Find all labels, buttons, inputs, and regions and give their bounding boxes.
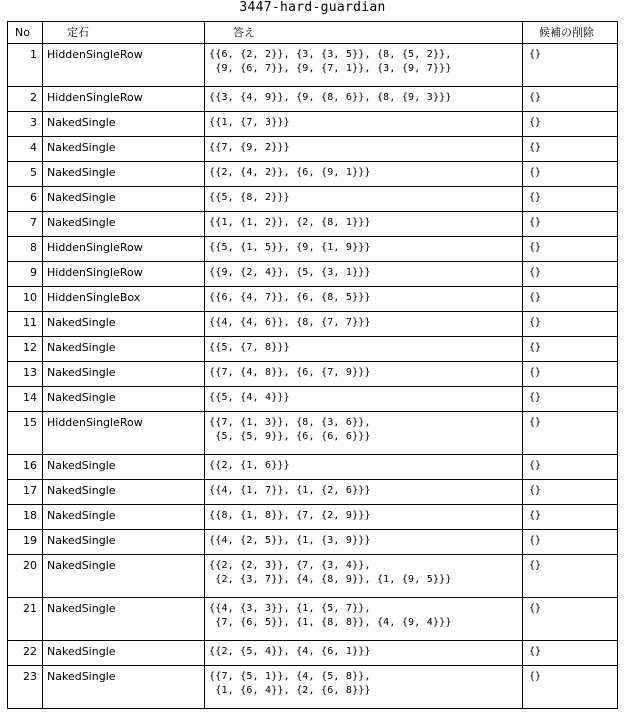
technique-name: HiddenSingleRow — [43, 262, 205, 287]
technique-name: NakedSingle — [43, 362, 205, 387]
technique-name: NakedSingle — [43, 212, 205, 237]
technique-name: NakedSingle — [43, 162, 205, 187]
answer-cell: {{2, {5, 4}}, {4, {6, 1}}} — [205, 641, 523, 666]
table-row — [8, 641, 618, 666]
candidate-removal-cell: {} — [523, 287, 618, 312]
candidate-removal-cell: {} — [523, 337, 618, 362]
candidate-removal-cell: {} — [523, 187, 618, 212]
row-number: 10 — [8, 287, 43, 312]
candidate-removal-cell: {} — [523, 666, 618, 709]
table-row — [8, 598, 618, 641]
candidate-removal-cell: {} — [523, 312, 618, 337]
row-number: 8 — [8, 237, 43, 262]
row-number: 5 — [8, 162, 43, 187]
technique-name: HiddenSingleRow — [43, 44, 205, 87]
candidate-removal-cell: {} — [523, 555, 618, 598]
header-answer: 答え — [205, 22, 523, 44]
technique-name: HiddenSingleRow — [43, 237, 205, 262]
row-number: 18 — [8, 505, 43, 530]
table-row — [8, 412, 618, 455]
candidate-removal-cell: {} — [523, 262, 618, 287]
candidate-removal-cell: {} — [523, 412, 618, 455]
answer-cell: {{5, {1, 5}}, {9, {1, 9}}} — [205, 237, 523, 262]
technique-name: NakedSingle — [43, 555, 205, 598]
answer-cell: {{2, {2, 3}}, {7, {3, 4}}, {2, {3, 7}}, {4, {8, 9}}, {1, {9, 5}}} — [205, 555, 523, 598]
table-row — [8, 287, 618, 312]
row-number: 9 — [8, 262, 43, 287]
header-row — [8, 22, 618, 44]
answer-cell: {{5, {4, 4}}} — [205, 387, 523, 412]
candidate-removal-cell: {} — [523, 162, 618, 187]
table-row — [8, 162, 618, 187]
row-number: 12 — [8, 337, 43, 362]
solution-table — [7, 21, 618, 709]
page-title: 3447-hard-guardian — [239, 0, 386, 15]
answer-cell: {{5, {7, 8}}} — [205, 337, 523, 362]
table-row — [8, 387, 618, 412]
technique-name: NakedSingle — [43, 387, 205, 412]
answer-cell: {{3, {4, 9}}, {9, {8, 6}}, {8, {9, 3}}} — [205, 87, 523, 112]
row-number: 3 — [8, 112, 43, 137]
technique-name: NakedSingle — [43, 641, 205, 666]
candidate-removal-cell: {} — [523, 455, 618, 480]
technique-name: HiddenSingleBox — [43, 287, 205, 312]
table-row — [8, 505, 618, 530]
answer-cell: {{9, {2, 4}}, {5, {3, 1}}} — [205, 262, 523, 287]
row-number: 22 — [8, 641, 43, 666]
technique-name: NakedSingle — [43, 505, 205, 530]
table-row — [8, 480, 618, 505]
answer-cell: {{2, {4, 2}}, {6, {9, 1}}} — [205, 162, 523, 187]
table-row — [8, 112, 618, 137]
technique-name: NakedSingle — [43, 337, 205, 362]
table-row — [8, 666, 618, 709]
header-technique: 定石 — [43, 22, 205, 44]
table-row — [8, 212, 618, 237]
table-row — [8, 362, 618, 387]
candidate-removal-cell: {} — [523, 387, 618, 412]
technique-name: NakedSingle — [43, 187, 205, 212]
candidate-removal-cell: {} — [523, 641, 618, 666]
answer-cell: {{4, {4, 6}}, {8, {7, 7}}} — [205, 312, 523, 337]
row-number: 13 — [8, 362, 43, 387]
answer-cell: {{7, {1, 3}}, {8, {3, 6}}, {5, {5, 9}}, {6, {6, 6}}} — [205, 412, 523, 455]
answer-cell: {{6, {2, 2}}, {3, {3, 5}}, {8, {5, 2}}, {9, {6, 7}}, {9, {7, 1}}, {3, {9, 7}}} — [205, 44, 523, 87]
answer-cell: {{4, {2, 5}}, {1, {3, 9}}} — [205, 530, 523, 555]
answer-cell: {{1, {7, 3}}} — [205, 112, 523, 137]
row-number: 11 — [8, 312, 43, 337]
table-row — [8, 87, 618, 112]
row-number: 17 — [8, 480, 43, 505]
row-number: 2 — [8, 87, 43, 112]
candidate-removal-cell: {} — [523, 530, 618, 555]
candidate-removal-cell: {} — [523, 505, 618, 530]
table-row — [8, 187, 618, 212]
candidate-removal-cell: {} — [523, 137, 618, 162]
table-row — [8, 262, 618, 287]
answer-cell: {{7, {5, 1}}, {4, {5, 8}}, {1, {6, 4}}, {2, {6, 8}}} — [205, 666, 523, 709]
answer-cell: {{8, {1, 8}}, {7, {2, 9}}} — [205, 505, 523, 530]
table-row — [8, 455, 618, 480]
answer-cell: {{7, {9, 2}}} — [205, 137, 523, 162]
candidate-removal-cell: {} — [523, 87, 618, 112]
row-number: 7 — [8, 212, 43, 237]
table-row — [8, 44, 618, 87]
technique-name: NakedSingle — [43, 312, 205, 337]
technique-name: NakedSingle — [43, 137, 205, 162]
candidate-removal-cell: {} — [523, 362, 618, 387]
table-row — [8, 337, 618, 362]
answer-cell: {{1, {1, 2}}, {2, {8, 1}}} — [205, 212, 523, 237]
answer-cell: {{4, {3, 3}}, {1, {5, 7}}, {7, {6, 5}}, {1, {8, 8}}, {4, {9, 4}}} — [205, 598, 523, 641]
header-candidate-removal: 候補の削除 — [523, 22, 618, 44]
row-number: 16 — [8, 455, 43, 480]
technique-name: HiddenSingleRow — [43, 412, 205, 455]
technique-name: NakedSingle — [43, 112, 205, 137]
candidate-removal-cell: {} — [523, 598, 618, 641]
technique-name: NakedSingle — [43, 455, 205, 480]
technique-name: NakedSingle — [43, 598, 205, 641]
candidate-removal-cell: {} — [523, 112, 618, 137]
row-number: 4 — [8, 137, 43, 162]
answer-cell: {{7, {4, 8}}, {6, {7, 9}}} — [205, 362, 523, 387]
row-number: 23 — [8, 666, 43, 709]
answer-cell: {{6, {4, 7}}, {6, {8, 5}}} — [205, 287, 523, 312]
row-number: 6 — [8, 187, 43, 212]
table-row — [8, 237, 618, 262]
technique-name: NakedSingle — [43, 666, 205, 709]
candidate-removal-cell: {} — [523, 237, 618, 262]
technique-name: HiddenSingleRow — [43, 87, 205, 112]
candidate-removal-cell: {} — [523, 44, 618, 87]
answer-cell: {{4, {1, 7}}, {1, {2, 6}}} — [205, 480, 523, 505]
candidate-removal-cell: {} — [523, 212, 618, 237]
answer-cell: {{2, {1, 6}}} — [205, 455, 523, 480]
header-no: No — [8, 22, 43, 44]
row-number: 14 — [8, 387, 43, 412]
row-number: 1 — [8, 44, 43, 87]
row-number: 20 — [8, 555, 43, 598]
answer-cell: {{5, {8, 2}}} — [205, 187, 523, 212]
table-row — [8, 555, 618, 598]
row-number: 19 — [8, 530, 43, 555]
row-number: 21 — [8, 598, 43, 641]
table-row — [8, 137, 618, 162]
candidate-removal-cell: {} — [523, 480, 618, 505]
table-row — [8, 312, 618, 337]
technique-name: NakedSingle — [43, 530, 205, 555]
technique-name: NakedSingle — [43, 480, 205, 505]
table-row — [8, 530, 618, 555]
row-number: 15 — [8, 412, 43, 455]
